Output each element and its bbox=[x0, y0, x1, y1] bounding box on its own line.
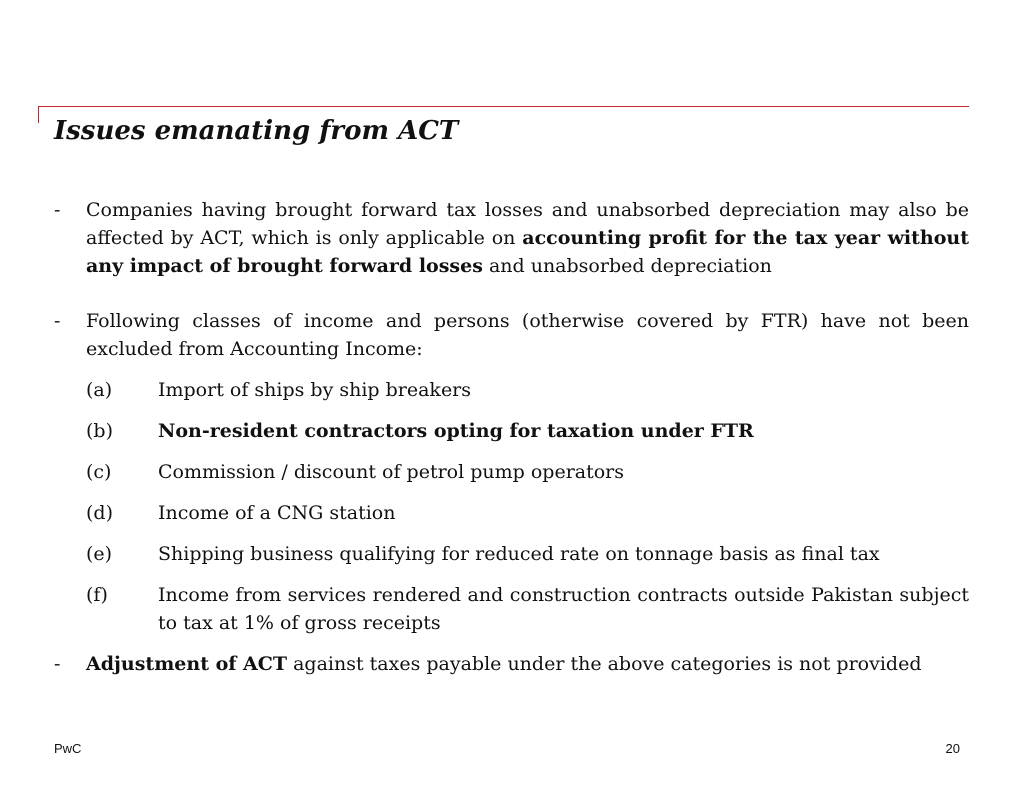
header-rule-tick bbox=[38, 106, 39, 123]
list-item-e bbox=[86, 540, 969, 568]
list-item-text: Income from services rendered and construction contracts outside Pakistan subject to tax at 1% of gross receipts bbox=[158, 584, 969, 634]
bullet-text: Following classes of income and persons (otherwise covered by FTR) have not been excluded from Accounting Income: bbox=[86, 310, 969, 360]
bullet-income-classes bbox=[54, 307, 969, 363]
list-item-text: Income of a CNG station bbox=[158, 502, 396, 524]
income-class-list bbox=[86, 376, 969, 637]
list-item-letter: (d) bbox=[86, 502, 113, 524]
list-item-letter: (f) bbox=[86, 584, 108, 606]
slide-content bbox=[54, 196, 969, 678]
list-item-d bbox=[86, 499, 969, 527]
bullet-text: Companies having brought forward tax losses and unabsorbed depreciation may also be affected by ACT, which is only applicable on bbox=[86, 199, 969, 249]
list-item-text: Non-resident contractors opting for taxation under FTR bbox=[158, 420, 754, 442]
list-item-letter: (e) bbox=[86, 543, 113, 565]
bullet-dash: - bbox=[54, 653, 61, 675]
list-item-text: Shipping business qualifying for reduced rate on tonnage basis as final tax bbox=[158, 543, 880, 565]
bullet-act-adjustment bbox=[54, 650, 969, 678]
list-item-f bbox=[86, 581, 969, 637]
list-item-b bbox=[86, 417, 969, 445]
slide-title: Issues emanating from ACT bbox=[54, 116, 459, 146]
bullet-brought-forward-losses bbox=[54, 196, 969, 280]
bullet-bold-text: accounting profit for the tax year without any impact of brought forward losses bbox=[86, 227, 969, 277]
bullet-text-end: and unabsorbed depreciation bbox=[482, 255, 772, 277]
bullet-dash: - bbox=[54, 199, 61, 221]
list-item-letter: (c) bbox=[86, 461, 112, 483]
bullet-bold-text: Adjustment of ACT bbox=[86, 653, 288, 675]
list-item-a bbox=[86, 376, 969, 404]
page-number: 20 bbox=[945, 741, 960, 756]
list-item-letter: (a) bbox=[86, 379, 113, 401]
list-item-letter: (b) bbox=[86, 420, 113, 442]
bullet-text: against taxes payable under the above categories is not provided bbox=[287, 653, 922, 675]
bullet-dash: - bbox=[54, 310, 61, 332]
header-rule bbox=[38, 106, 969, 107]
list-item-c bbox=[86, 458, 969, 486]
list-item-text: Commission / discount of petrol pump operators bbox=[158, 461, 625, 483]
list-item-text: Import of ships by ship breakers bbox=[158, 379, 472, 401]
footer-brand: PwC bbox=[54, 741, 82, 756]
